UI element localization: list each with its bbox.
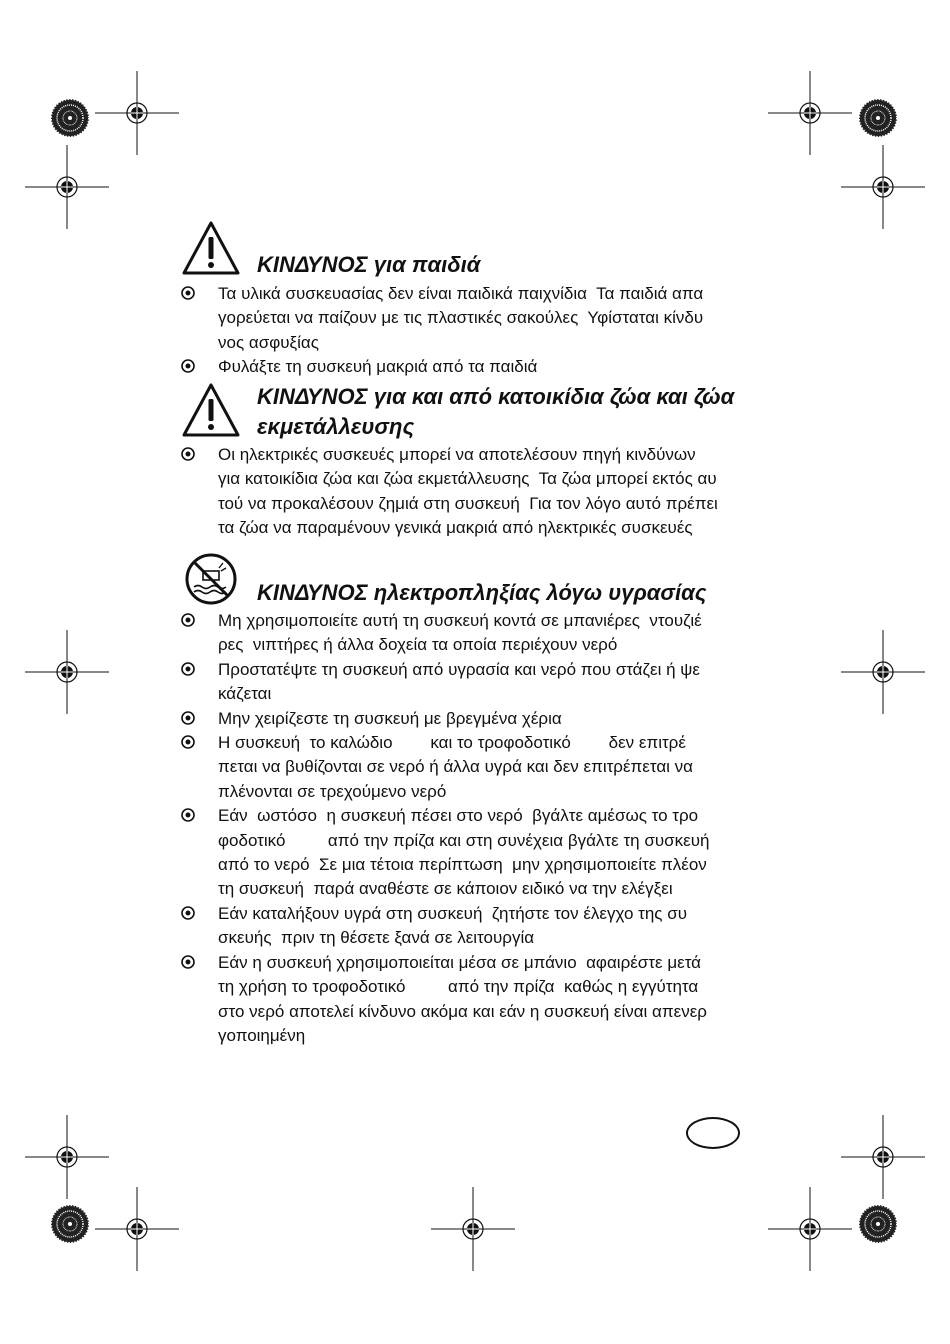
list-item xyxy=(180,282,800,355)
list-item xyxy=(180,902,800,951)
item-text: γορεύεται να παίζουν με τις πλαστικές σακούλες Υφίσταται κίνδυ xyxy=(218,308,704,328)
list-item xyxy=(180,658,800,707)
list-animals xyxy=(180,443,800,541)
item-text: νος ασφυξίας xyxy=(218,332,319,352)
item-text: Εάν καταλήξουν υγρά στη συσκευή ζητήστε τον έλεγχο της συ xyxy=(218,903,688,923)
bullet-icon xyxy=(180,661,196,677)
list-children xyxy=(180,282,800,380)
section-heading-moisture: ΚΙΝΔΥΝΟΣ ηλεκτροπληξίας λόγω υγρασίας xyxy=(257,580,707,605)
item-text: στο νερό αποτελεί κίνδυνο ακόμα και εάν η συσκευή είναι απενερ xyxy=(218,1001,707,1021)
bullet-icon xyxy=(180,905,196,921)
list-item xyxy=(180,609,800,658)
item-text: τη συσκευή παρά αναθέστε σε κάποιον ειδικό να την ελέγξει xyxy=(218,879,673,899)
list-item xyxy=(180,951,800,1049)
item-text: τα ζώα να παραμένουν γενικά μακριά από ηλεκτρικές συσκευές xyxy=(218,518,693,538)
no-water-icon xyxy=(183,551,239,607)
bullet-icon xyxy=(180,734,196,750)
list-item xyxy=(180,707,800,731)
list-item xyxy=(180,804,800,902)
item-text: Φυλάξτε τη συσκευή μακριά από τα παιδιά xyxy=(218,357,538,377)
item-text: κάζεται xyxy=(218,684,272,704)
item-text: γοποιημένη xyxy=(218,1025,306,1045)
warning-triangle-icon xyxy=(181,382,241,438)
list-item xyxy=(180,443,800,541)
bullet-icon xyxy=(180,807,196,823)
item-text: Μην χειρίζεστε τη συσκευή με βρεγμένα χέρια xyxy=(218,708,562,728)
bullet-icon xyxy=(180,358,196,374)
item-text: Μη χρησιμοποιείτε αυτή τη συσκευή κοντά σε μπανιέρες ντουζιέ xyxy=(218,611,702,630)
list-moisture xyxy=(180,609,800,1048)
item-text: φοδοτικό από την πρίζα και στη συνέχεια βγάλτε τη συσκευή xyxy=(218,830,710,850)
list-item xyxy=(180,731,800,804)
bullet-icon xyxy=(180,285,196,301)
bullet-icon xyxy=(180,710,196,726)
item-text: Προστατέψτε τη συσκευή από υγρασία και νερό που στάζει ή ψε xyxy=(218,659,700,679)
section-heading-children: ΚΙΝΔΥΝΟΣ για παιδιά xyxy=(257,252,481,277)
item-text: ρες νιπτήρες ή άλλα δοχεία τα οποία περιέχουν νερό xyxy=(218,635,618,655)
item-text: για κατοικίδια ζώα και ζώα εκμετάλλευσης Τα ζώα μπορεί εκτός αυ xyxy=(218,469,717,489)
item-text: πεται να βυθίζονται σε νερό ή άλλα υγρά και δεν επιτρέπεται να xyxy=(218,757,693,777)
item-text: Εάν ωστόσο η συσκευή πέσει στο νερό βγάλτε αμέσως το τρο xyxy=(218,806,699,826)
bullet-icon xyxy=(180,446,196,462)
item-text: σκευής πριν τη θέσετε ξανά σε λειτουργία xyxy=(218,928,535,948)
item-text: τού να προκαλέσουν ζημιά στη συσκευή Για τον λόγο αυτό πρέπει xyxy=(218,493,718,513)
item-text: Η συσκευή το καλώδιο και το τροφοδοτικό δεν επιτρέ xyxy=(218,733,686,753)
item-text: Τα υλικά συσκευασίας δεν είναι παιδικά παιχνίδια Τα παιδιά απα xyxy=(218,284,704,303)
bullet-icon xyxy=(180,612,196,628)
item-text: πλένονται σε τρεχούμενο νερό xyxy=(218,781,447,801)
section-heading-animals: ΚΙΝΔΥΝΟΣ για και από κατοικίδια ζώα και ζώα εκμετάλλευσης xyxy=(257,384,735,439)
item-text: από το νερό Σε μια τέτοια περίπτωση μην χρησιμοποιείτε πλέον xyxy=(218,855,707,875)
page-badge-oval xyxy=(686,1117,740,1149)
list-item xyxy=(180,355,800,379)
item-text: Εάν η συσκευή χρησιμοποιείται μέσα σε μπάνιο αφαιρέστε μετά xyxy=(218,952,701,972)
bullet-icon xyxy=(180,954,196,970)
item-text: Οι ηλεκτρικές συσκευές μπορεί να αποτελέσουν πηγή κινδύνων xyxy=(218,445,696,464)
item-text: τη χρήση το τροφοδοτικό από την πρίζα καθώς η εγγύτητα xyxy=(218,977,699,997)
warning-triangle-icon xyxy=(181,220,241,276)
